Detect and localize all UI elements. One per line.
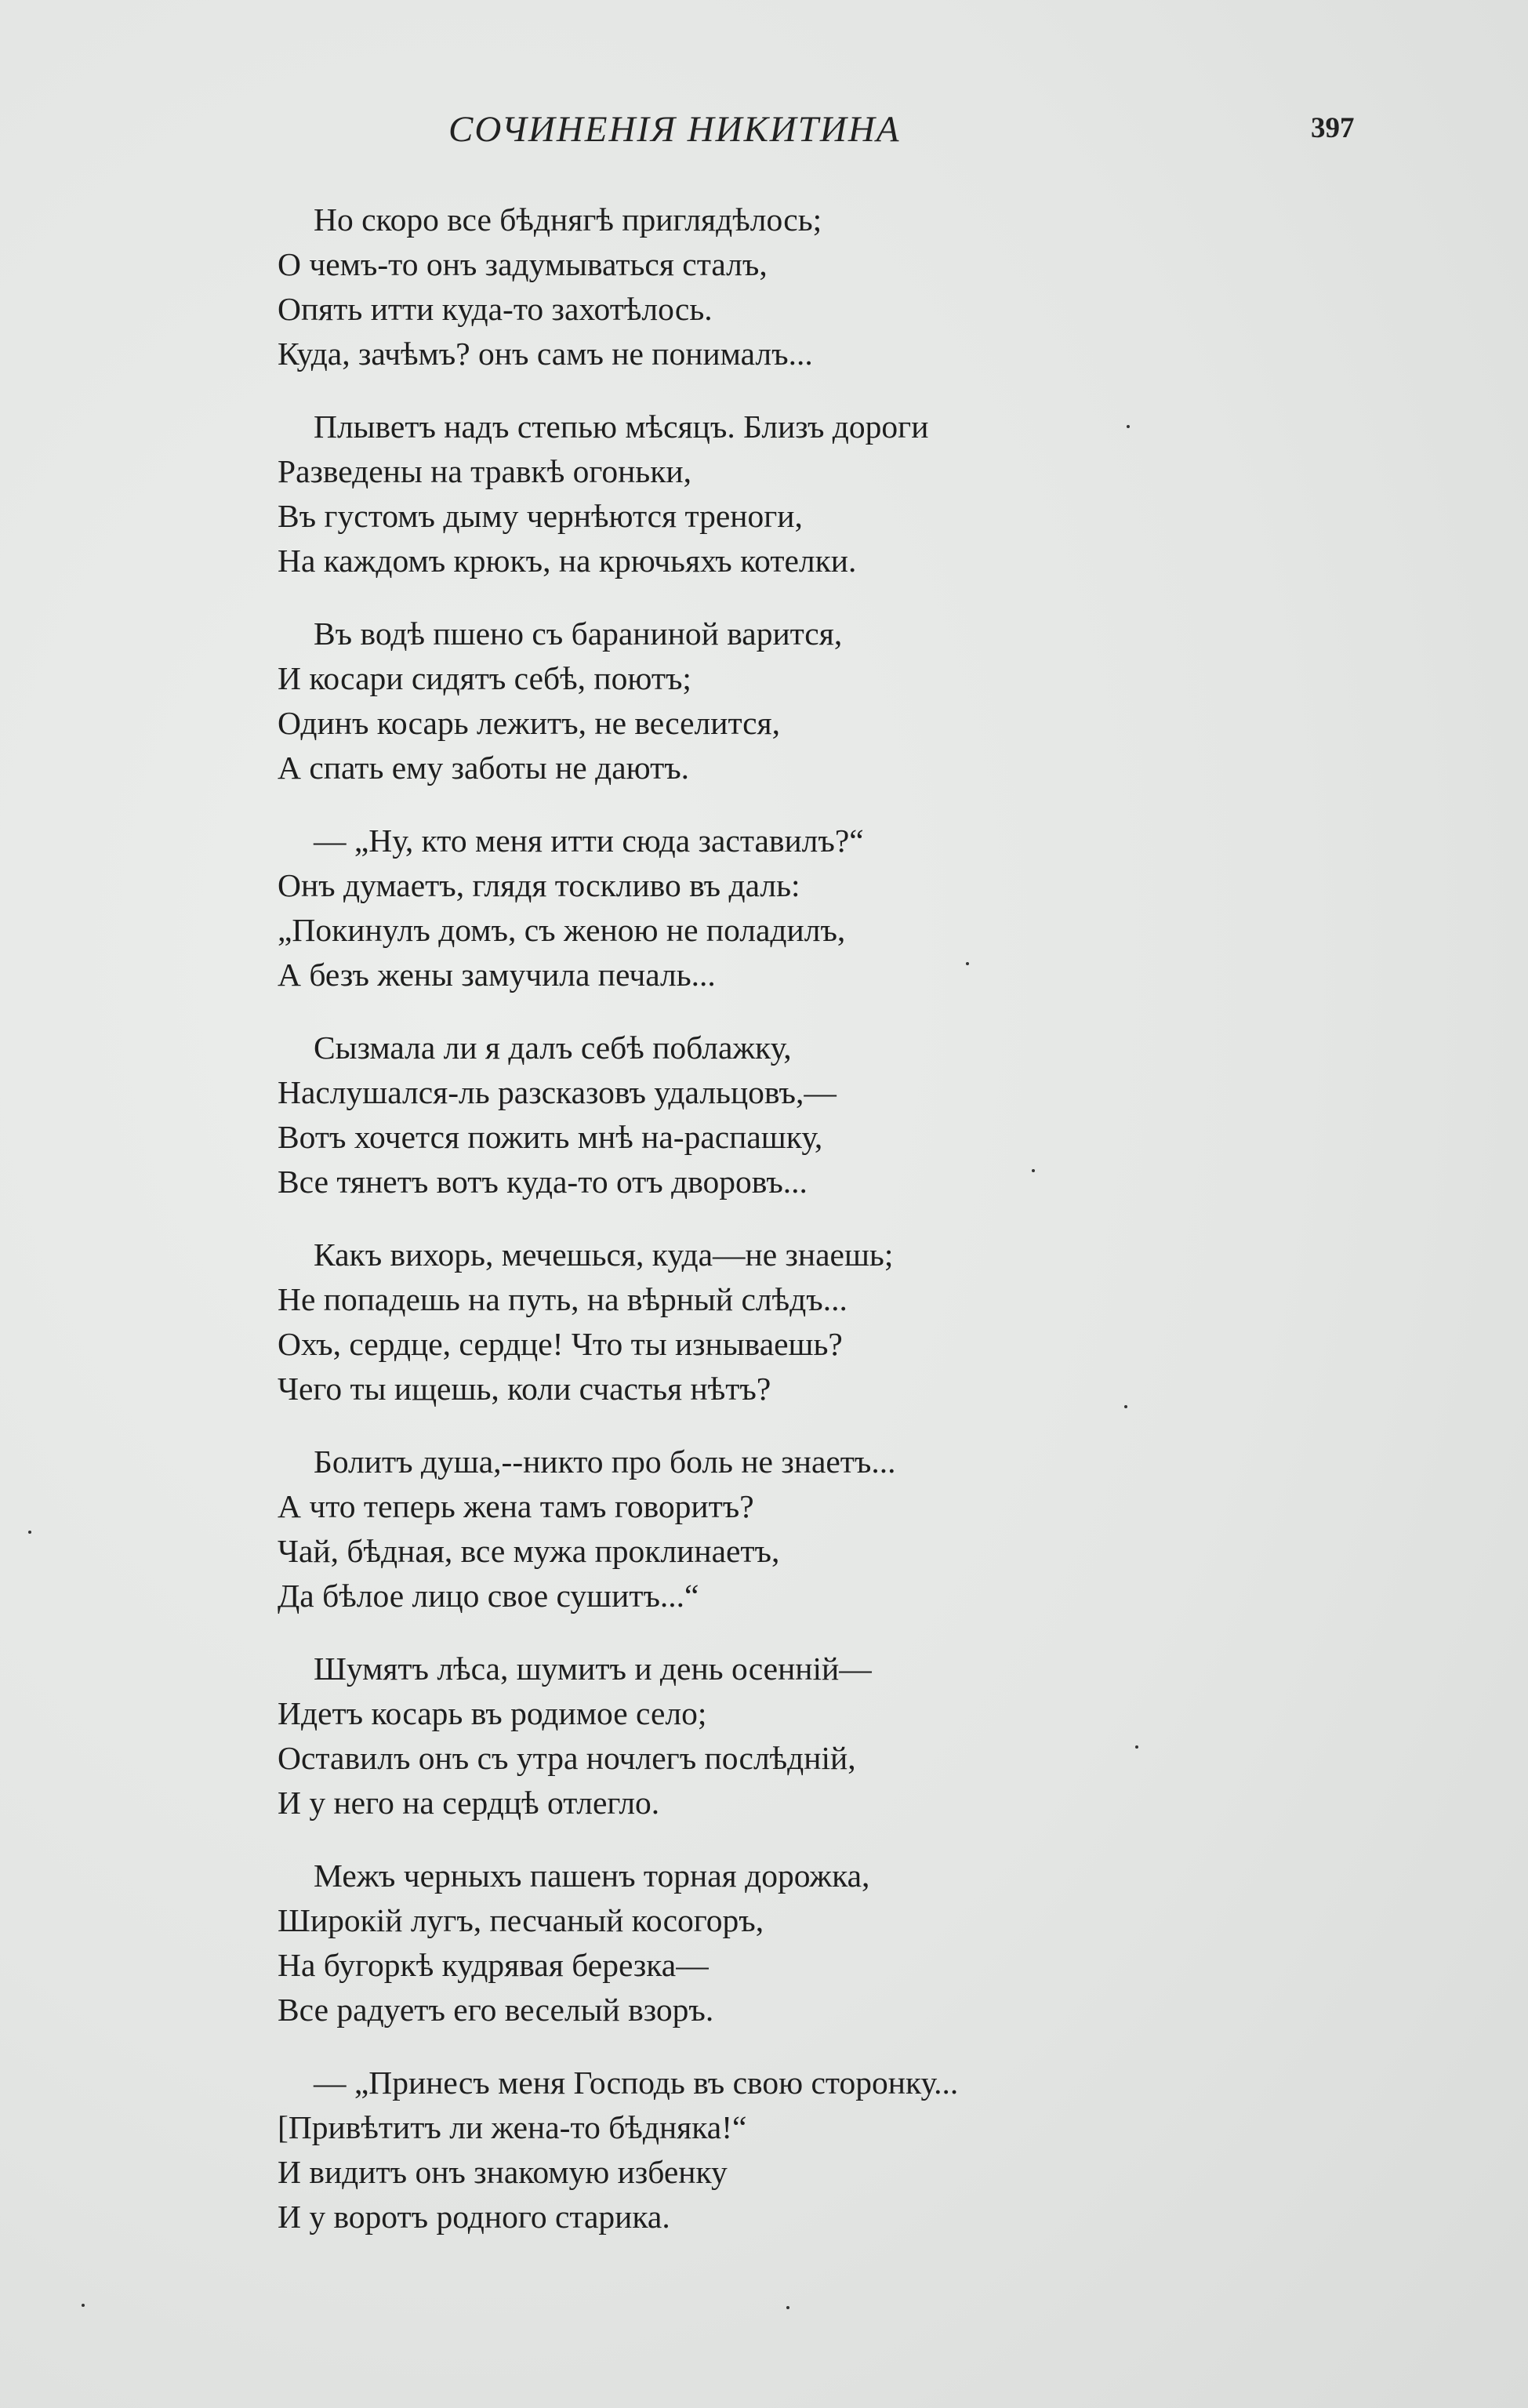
poem-line: Болитъ душа,--никто про боль не знаетъ...	[314, 1444, 896, 1480]
poem-line: А спать ему заботы не даютъ.	[278, 750, 690, 786]
poem-line: „Покинулъ домъ, съ женою не поладилъ,	[278, 912, 846, 948]
poem-line: Разведены на травкѣ огоньки,	[278, 453, 691, 489]
poem-line: Но скоро все бѣднягѣ приглядѣлось;	[314, 202, 822, 238]
poem-line: На каждомъ крюкъ, на крючьяхъ котелки.	[278, 543, 857, 579]
stanza	[278, 405, 1140, 583]
poem-line: Широкій лугъ, песчаный косогоръ,	[278, 1902, 764, 1938]
poem-line: Наслушался-ль разсказовъ удальцовъ,—	[278, 1074, 837, 1110]
poem-line: [Привѣтитъ ли жена-то бѣдняка!“	[278, 2109, 747, 2145]
poem-line: Опять итти куда-то захотѣлось.	[278, 291, 713, 327]
poem-line: И видитъ онъ знакомую избенку	[278, 2154, 728, 2190]
poem-line: Одинъ косарь лежитъ, не веселится,	[278, 705, 780, 741]
poem-line: Въ водѣ пшено съ бараниной варится,	[314, 616, 843, 652]
stanza	[278, 2061, 1140, 2239]
poem-line: Плыветъ надъ степью мѣсяцъ. Близъ дороги	[314, 409, 929, 445]
print-speck	[82, 2304, 85, 2307]
print-speck	[1127, 425, 1130, 428]
poem-line: Чего ты ищешь, коли счастья нѣтъ?	[278, 1371, 771, 1407]
poem-line: Въ густомъ дыму чернѣются треноги,	[278, 498, 803, 534]
page-number: 397	[1311, 112, 1355, 144]
poem-line: Чай, бѣдная, все мужа проклинаетъ,	[278, 1533, 780, 1569]
poem-line: Не попадешь на путь, на вѣрный слѣдъ...	[278, 1281, 847, 1317]
poem-line: И косари сидятъ себѣ, поютъ;	[278, 660, 691, 696]
stanza	[278, 819, 1140, 997]
print-speck	[786, 2306, 789, 2309]
poem-line: Охъ, сердце, сердце! Что ты изнываешь?	[278, 1326, 843, 1362]
poem-line: — „Ну, кто меня итти сюда заставилъ?“	[314, 823, 864, 859]
poem-line: Оставилъ онъ съ утра ночлегъ послѣдній,	[278, 1740, 856, 1776]
poem-line: Межъ черныхъ пашенъ торная дорожка,	[314, 1858, 870, 1894]
poem-line: И у воротъ родного старика.	[278, 2199, 670, 2235]
print-speck	[1124, 1405, 1127, 1408]
poem-line: Шумятъ лѣса, шумитъ и день осенній—	[314, 1651, 872, 1687]
poem-line: А безъ жены замучила печаль...	[278, 957, 716, 993]
poem-line: Сызмала ли я далъ себѣ поблажку,	[314, 1030, 792, 1066]
poem-line: О чемъ-то онъ задумываться сталъ,	[278, 246, 768, 282]
poem-line: Все радуетъ его веселый взоръ.	[278, 1992, 714, 2028]
poem-line: Онъ думаетъ, глядя тоскливо въ даль:	[278, 867, 800, 903]
stanza	[278, 1647, 1140, 1825]
stanza	[278, 612, 1140, 790]
print-speck	[966, 962, 969, 965]
poem-line: — „Принесъ меня Господь въ свою сторонку...	[314, 2065, 959, 2101]
stanza	[278, 1233, 1140, 1411]
poem-line: Куда, зачѣмъ? онъ самъ не понималъ...	[278, 336, 813, 372]
poem-line: А что теперь жена тамъ говоритъ?	[278, 1488, 754, 1524]
stanza	[278, 1026, 1140, 1204]
stanza	[278, 198, 1140, 376]
poem-line: Вотъ хочется пожить мнѣ на-распашку,	[278, 1119, 823, 1155]
print-speck	[1032, 1169, 1035, 1172]
poem-line: Да бѣлое лицо свое сушитъ...“	[278, 1578, 699, 1614]
poem-line: И у него на сердцѣ отлегло.	[278, 1785, 660, 1821]
print-speck	[1135, 1745, 1138, 1749]
poem-line: Идетъ косарь въ родимое село;	[278, 1695, 707, 1731]
stanza	[278, 1854, 1140, 2032]
running-title: СОЧИНЕНІЯ НИКИТИНА	[448, 109, 901, 150]
stanza	[278, 1440, 1140, 1618]
poem-line: Все тянетъ вотъ куда-то отъ дворовъ...	[278, 1164, 808, 1200]
poem-line: На бугоркѣ кудрявая березка—	[278, 1947, 709, 1983]
poem-body	[278, 198, 1140, 2239]
poem-line: Какъ вихорь, мечешься, куда—не знаешь;	[314, 1237, 894, 1273]
print-speck	[28, 1531, 31, 1534]
